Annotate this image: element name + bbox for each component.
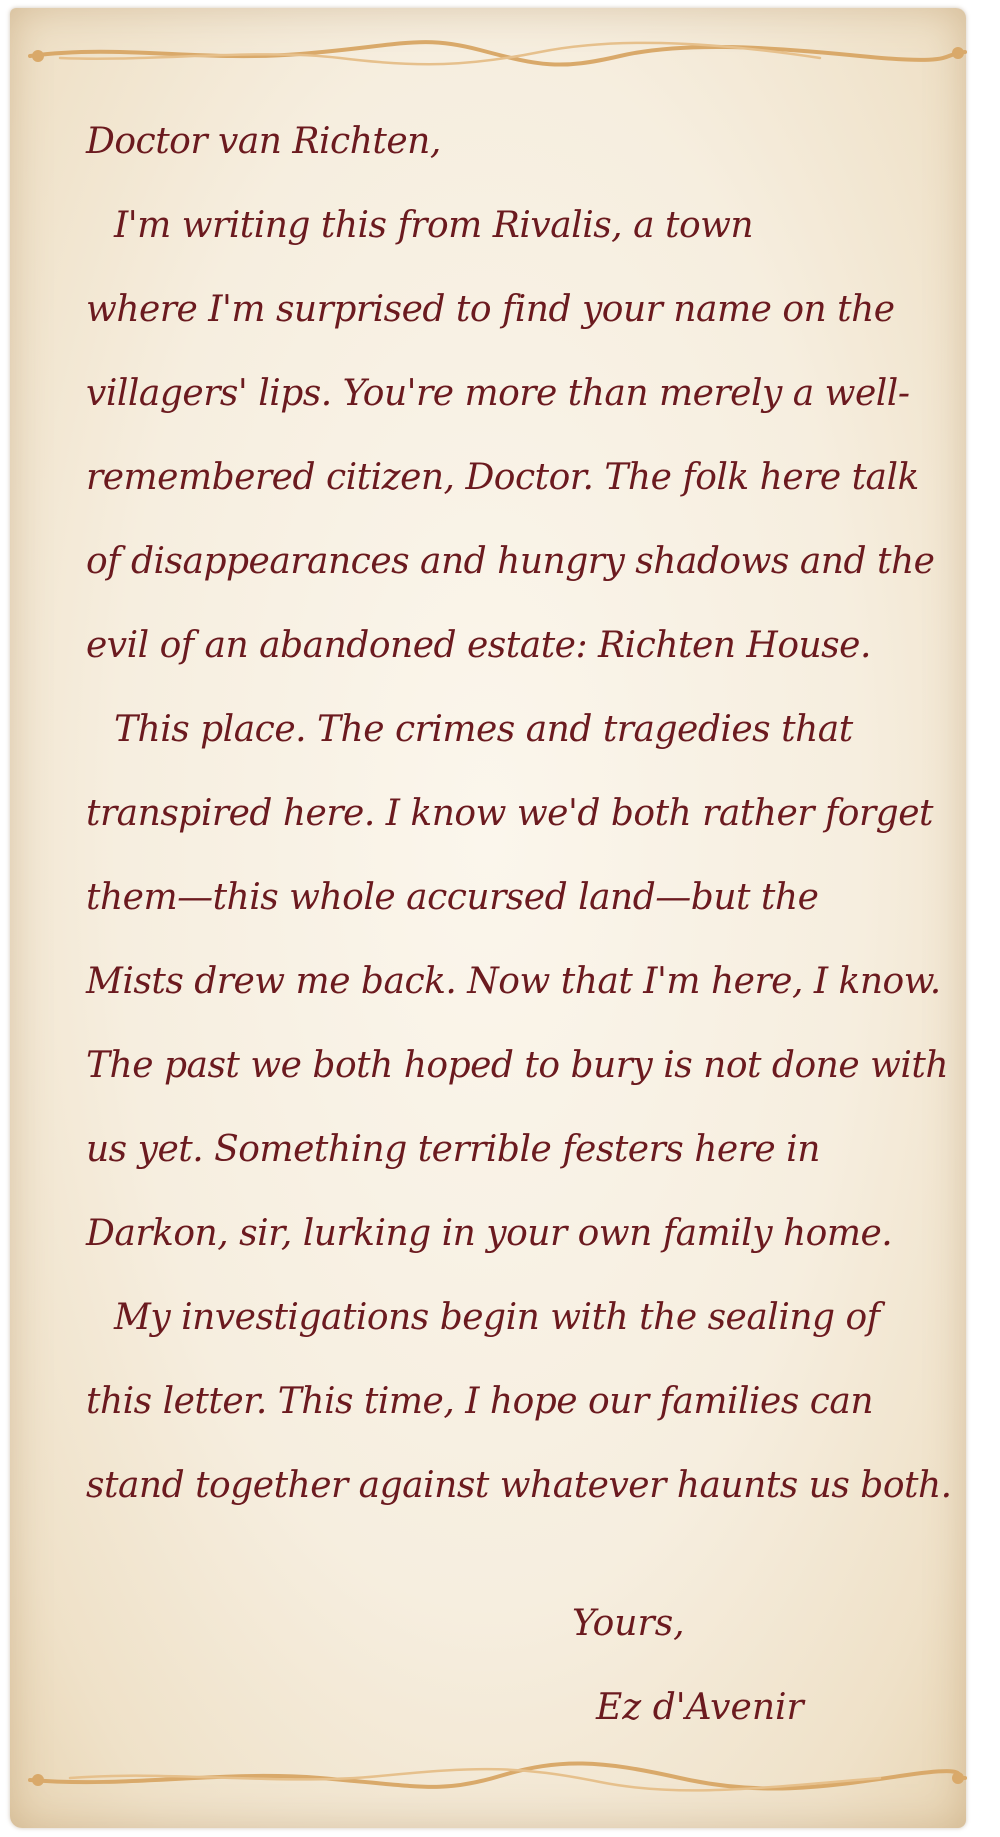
bottom-ornament	[0, 1748, 1000, 1808]
letter-closing: Yours,	[572, 1603, 685, 1644]
letter-body	[86, 100, 952, 1528]
top-ornament-right-knot	[952, 47, 964, 59]
letter-line: I'm writing this from Rivalis, a town	[114, 205, 754, 246]
top-ornament-left-knot	[32, 50, 44, 62]
letter-line: us yet. Something terrible festers here in	[86, 1129, 820, 1170]
top-ornament	[0, 26, 1000, 86]
letter-line: where I'm surprised to find your name on the	[86, 289, 895, 330]
letter-line: remembered citizen, Doctor. The folk here talk	[86, 457, 919, 498]
bottom-ornament-right-knot	[952, 1772, 964, 1784]
letter-line: villagers' lips. You're more than merely a well-	[86, 373, 910, 414]
letter-line: evil of an abandoned estate: Richten House.	[86, 625, 871, 666]
letter-line: transpired here. I know we'd both rather forget	[86, 793, 933, 834]
letter-line: My investigations begin with the sealing of	[114, 1297, 880, 1338]
letter-line: Darkon, sir, lurking in your own family home.	[86, 1213, 893, 1254]
letter-line: this letter. This time, I hope our families can	[86, 1381, 874, 1422]
bottom-ornament-left-knot	[32, 1774, 44, 1786]
letter-line: This place. The crimes and tragedies that	[114, 709, 853, 750]
letter-line: them—this whole accursed land—but the	[86, 877, 819, 918]
letter-line: Mists drew me back. Now that I'm here, I know.	[86, 961, 941, 1002]
letter-line: stand together against whatever haunts us both.	[86, 1465, 952, 1506]
top-ornament-vine	[30, 42, 965, 64]
letter-signature: Ez d'Avenir	[596, 1687, 804, 1728]
letter-line: The past we both hoped to bury is not done with	[86, 1045, 949, 1086]
letter-line: of disappearances and hungry shadows and the	[86, 541, 935, 582]
letter-salutation: Doctor van Richten,	[86, 121, 441, 162]
